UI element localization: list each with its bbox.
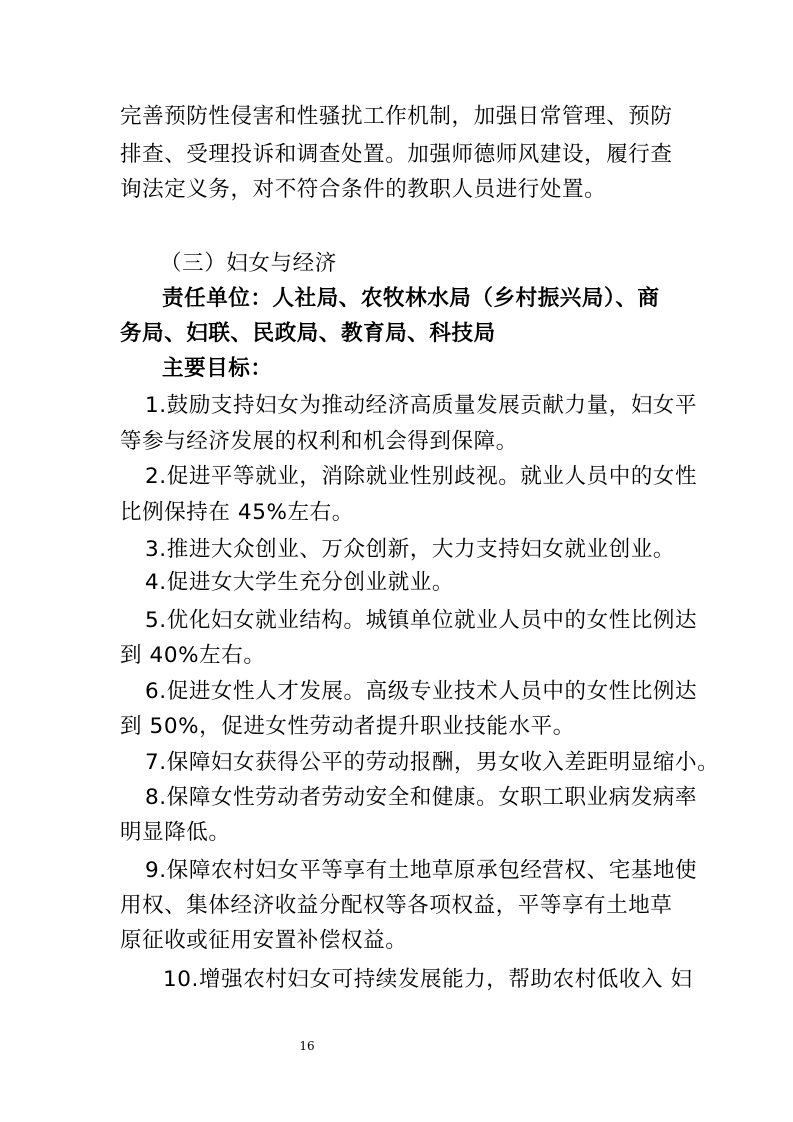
- goal-4: 4.促进女大学生充分创业就业。: [145, 570, 455, 595]
- main-goals-label: 主要目标：: [162, 356, 273, 381]
- goal-8-line-2: 明显降低。: [120, 820, 231, 845]
- goal-5-line-2: 到 40%左右。: [120, 643, 266, 668]
- intro-line-3: 询法定义务，对不符合条件的教职人员进行处置。: [120, 177, 607, 202]
- responsible-units-line-2: 务局、妇联、民政局、教育局、科技局: [120, 321, 496, 346]
- goal-3: 3.推进大众创业、万众创新，大力支持妇女就业创业。: [145, 537, 676, 562]
- goal-9-line-3: 原征收或征用安置补偿权益。: [120, 928, 408, 953]
- section-heading: （三）妇女与经济: [160, 251, 337, 276]
- goal-1-line-1: 1.鼓励支持妇女为推动经济高质量发展贡献力量，妇女平: [145, 393, 698, 418]
- goal-8-line-1: 8.保障女性劳动者劳动安全和健康。女职工职业病发病率: [145, 785, 698, 810]
- goal-2-line-2: 比例保持在 45%左右。: [120, 500, 354, 525]
- goal-6-line-2: 到 50%，促进女性劳动者提升职业技能水平。: [120, 714, 575, 739]
- intro-line-1: 完善预防性侵害和性骚扰工作机制，加强日常管理、预防: [120, 104, 673, 129]
- goal-10-line-1: 10.增强农村妇女可持续发展能力，帮助农村低收入 妇: [163, 967, 693, 992]
- responsible-units-line-1: 责任单位：人社局、农牧林水局（乡村振兴局）、商: [162, 286, 660, 311]
- page-number: 16: [299, 1039, 315, 1053]
- goal-7: 7.保障妇女获得公平的劳动报酬，男女收入差距明显缩小。: [145, 750, 720, 775]
- goal-9-line-2: 用权、集体经济收益分配权等各项权益，平等享有土地草: [120, 893, 673, 918]
- goal-2-line-1: 2.促进平等就业，消除就业性别歧视。就业人员中的女性: [145, 464, 698, 489]
- goal-6-line-1: 6.促进女性人才发展。高级专业技术人员中的女性比例达: [145, 679, 698, 704]
- goal-1-line-2: 等参与经济发展的权利和机会得到保障。: [120, 429, 518, 454]
- goal-5-line-1: 5.优化妇女就业结构。城镇单位就业人员中的女性比例达: [145, 608, 698, 633]
- goal-9-line-1: 9.保障农村妇女平等享有土地草原承包经营权、宅基地使: [145, 858, 698, 883]
- intro-line-2: 排查、受理投诉和调查处置。加强师德师风建设，履行查: [120, 142, 673, 167]
